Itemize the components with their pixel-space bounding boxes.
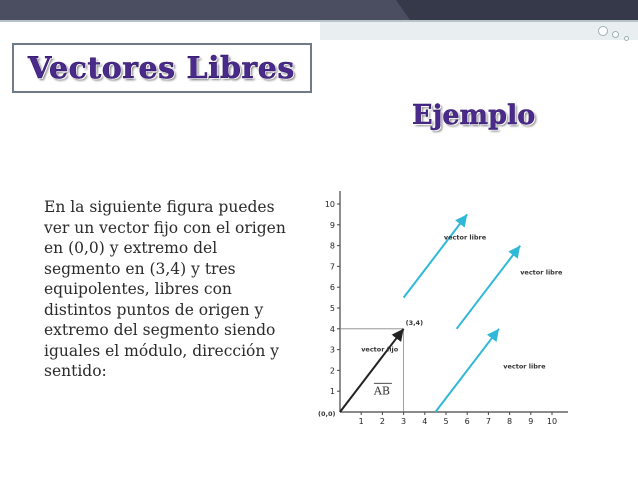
y-tick-label: 4 [329,324,335,334]
x-tick-label: 9 [528,417,534,426]
x-tick-label: 2 [379,417,385,426]
y-tick-label: 6 [329,283,335,293]
y-tick-label: 7 [329,262,335,272]
free-vector-arrow [435,329,499,412]
x-tick-label: 7 [485,417,491,426]
y-tick-label: 1 [329,387,335,397]
y-tick-label: 5 [329,304,335,313]
y-tick-label: 9 [329,220,335,230]
ornament-circle-icon [624,36,629,41]
free-vector-arrow [404,214,468,297]
title-box [12,43,312,93]
free-vector-label: vector libre [503,362,546,371]
ornament-circle-icon [598,26,608,36]
x-tick-label: 10 [546,417,558,426]
fixed-vector-arrow [340,329,404,412]
endpoint-label: (3,4) [405,318,424,327]
x-tick-label: 6 [464,417,470,426]
y-tick-label: 3 [329,345,335,355]
segment-label: AB [373,384,390,398]
y-tick-label: 8 [329,241,335,251]
free-vector-arrow [457,246,521,329]
header-band [320,22,638,40]
fixed-vector-label: vector fijo [361,345,399,354]
free-vector-label: vector libre [520,268,563,277]
slide-title: Vectores Libres [28,50,295,86]
free-vector-label: vector libre [443,233,487,242]
x-tick-label: 1 [358,417,364,426]
origin-label: (0,0) [318,410,336,418]
slide-subtitle: Ejemplo [412,100,536,131]
y-tick-label: 10 [324,200,335,209]
top-bar-accent [410,0,638,20]
y-tick-label: 2 [329,366,335,376]
x-tick-label: 5 [443,417,449,426]
ornament-circle-icon [612,31,619,38]
x-tick-label: 4 [422,417,428,426]
vector-figure [316,187,572,434]
vector-plot [316,187,572,434]
x-tick-label: 8 [507,417,513,426]
body-paragraph: En la siguiente figura puedes ver un vector fijo con el origen en (0,0) y extremo del segmento en (3,4) y tres equipolentes, libres con distintos puntos de origen y extremo del segmento siendo iguales el módulo, dirección y sentido: [44,198,286,380]
x-tick-label: 3 [401,417,407,426]
